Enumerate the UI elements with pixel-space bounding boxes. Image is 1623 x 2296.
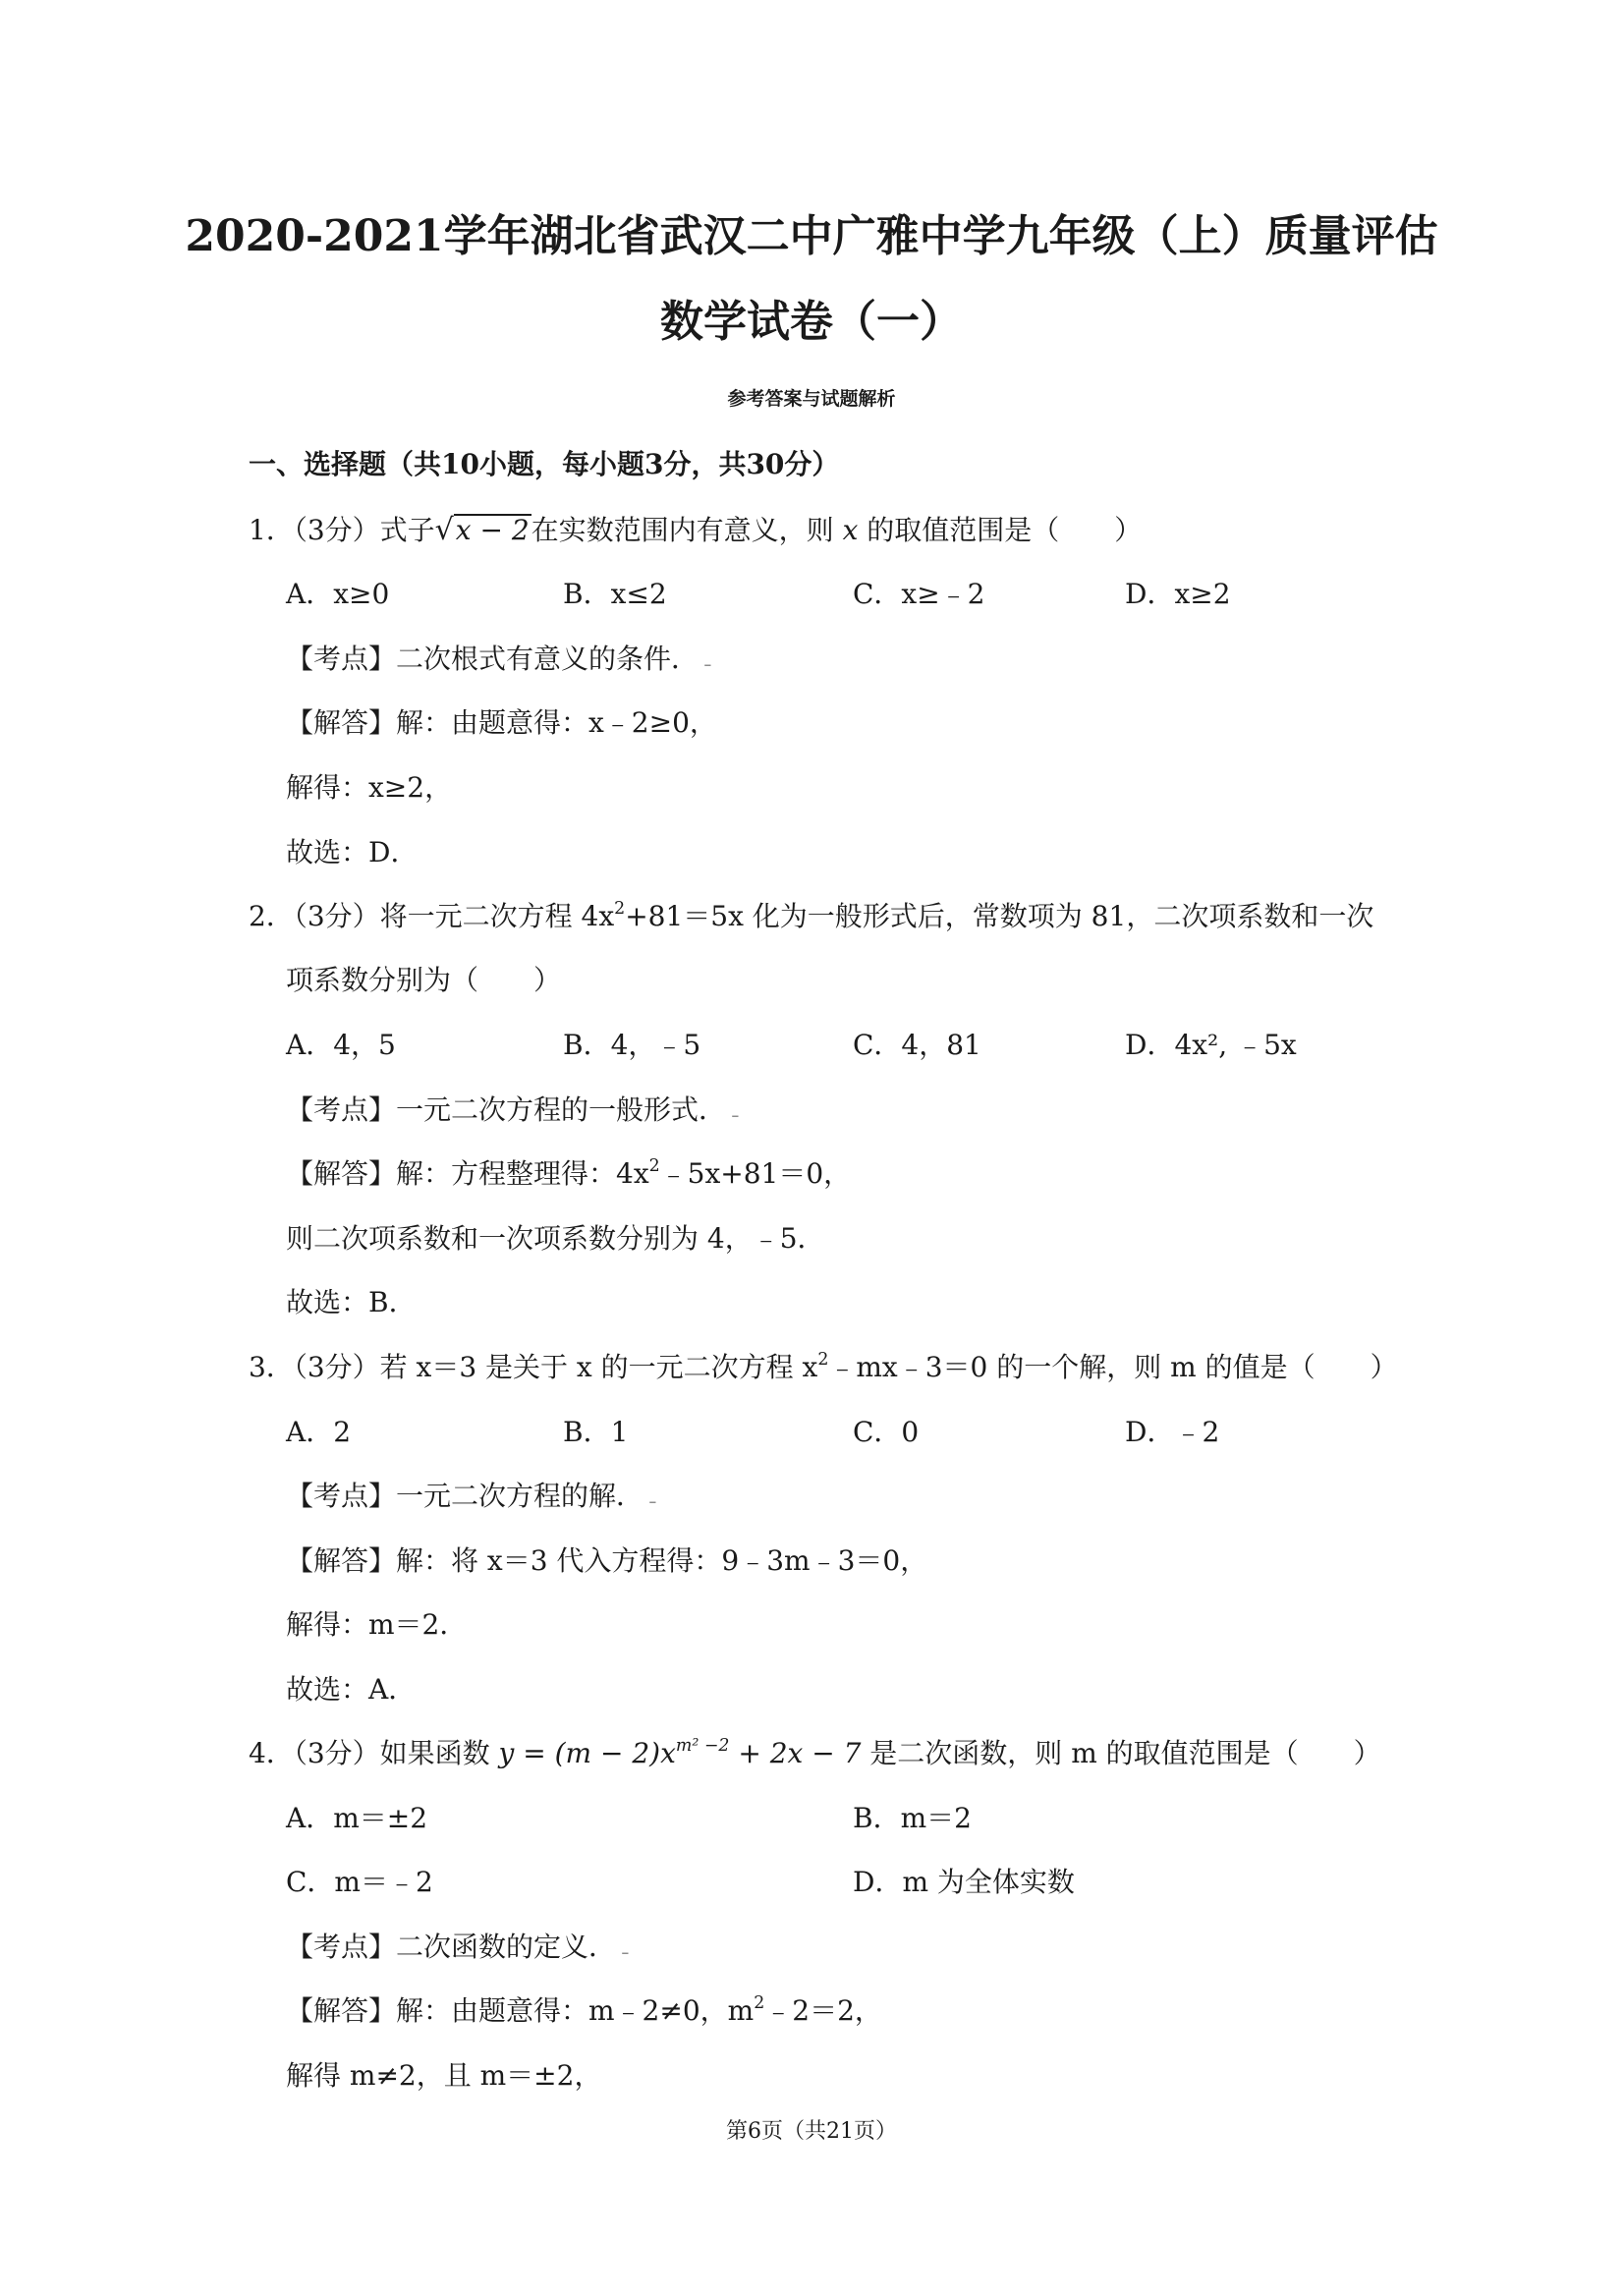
return-mark-icon: ₋ [644,1490,657,1509]
q3-line-3: 故选：A． [286,1673,417,1706]
question-4-stem: 4．（3分）如果函数 $y = (m - 2)x^{m^2 -2} + 2x - 7$ 是二次函数，则 m 的取值范围是（ ） [249,1735,1381,1769]
section-heading: 一、选择题（共10小题，每小题3分，共30分） [249,448,840,480]
question-2-stem-line-2: 项系数分别为（ ） [286,964,562,996]
q1-stem-c: 的取值范围是（ ） [867,514,1143,546]
q1-stem-a: 1．（3分）式子 [249,514,435,546]
q2-line-3: 故选：B． [286,1286,417,1318]
sqrt-icon: √ [434,513,454,547]
q3-option-b: B．1 [563,1416,629,1448]
return-mark-icon: ₋ [726,1104,740,1123]
q1-stem-b: 在实数范围内有意义，则 [531,514,834,546]
question-3-stem: 3．（3分）若 x＝3 是关于 x 的一元二次方程 $x^2﹣mx﹣3=0$ 的一个解，则 m 的值是（ ） [249,1349,1398,1383]
page-subtitle: 参考答案与试题解析 [727,388,896,410]
q1-var: x [842,514,859,546]
q3-option-a: A．2 [286,1416,352,1448]
page-footer: 第6页（共21页） [726,2119,897,2144]
q4-option-b: B．m＝2 [853,1802,972,1834]
q1-option-d: D．x≥2 [1125,578,1231,610]
question-1-stem [249,513,1142,548]
q3-line-2: 解得：m＝2． [286,1608,468,1641]
q3-option-c: C．0 [853,1416,920,1448]
q1-line-2: 解得：x≥2， [286,771,453,804]
return-mark-icon: ₋ [616,1941,630,1960]
q1-option-c: C．x≥﹣2 [853,578,985,610]
page-title-line1: 2020-2021学年湖北省武汉二中广雅中学九年级（上）质量评估 [185,211,1438,261]
q1-kaodian: 【考点】二次根式有意义的条件． ₋ [286,643,712,675]
q3-kaodian: 【考点】一元二次方程的解． ₋ [286,1480,657,1512]
q4-formula: $y = (m - 2)x^{m^2 -2} + 2x - 7$ [498,1735,862,1769]
q3-jieda: 【解答】解：将 x＝3 代入方程得：9﹣3m﹣3＝0， [286,1544,928,1577]
q2-option-b: B．4，﹣5 [563,1029,701,1061]
q4-option-a: A．m＝±2 [286,1802,428,1834]
q4-kaodian: 【考点】二次函数的定义． ₋ [286,1931,630,1963]
q2-line-2: 则二次项系数和一次项系数分别为 4，﹣5． [286,1222,825,1255]
q4-option-d: D．m 为全体实数 [853,1866,1075,1898]
q2-jieda: 【解答】解：方程整理得：$4x^2﹣5x+81=0$， [286,1155,852,1190]
q4-jieda: 【解答】解：由题意得：m﹣2≠0，$m^2﹣2=2$， [286,1992,882,2027]
return-mark-icon: ₋ [699,653,712,672]
q1-option-a: A．x≥0 [286,578,390,610]
q2-option-d: D．4x², ﹣5x [1125,1029,1297,1061]
q1-radicand: x − 2 [455,514,530,546]
q2-option-c: C．4，81 [853,1029,981,1061]
q1-line-3: 故选：D． [286,836,419,868]
question-2-stem: 2．（3分）将一元二次方程 $4x^2+81=5x$ 化为一般形式后，常数项为 81，二次项系数和一次 [249,898,1374,932]
q1-jieda: 【解答】解：由题意得：x﹣2≥0， [286,706,717,739]
q2-option-a: A．4，5 [286,1029,396,1061]
q4-option-c: C．m＝﹣2 [286,1866,433,1898]
q2-kaodian: 【考点】一元二次方程的一般形式． ₋ [286,1093,740,1126]
page-title-line2: 数学试卷（一） [660,297,963,347]
q3-option-d: D．﹣2 [1125,1416,1220,1448]
q1-option-b: B．x≤2 [563,578,667,610]
q4-line-2: 解得 m≠2，且 m＝±2， [286,2059,602,2092]
